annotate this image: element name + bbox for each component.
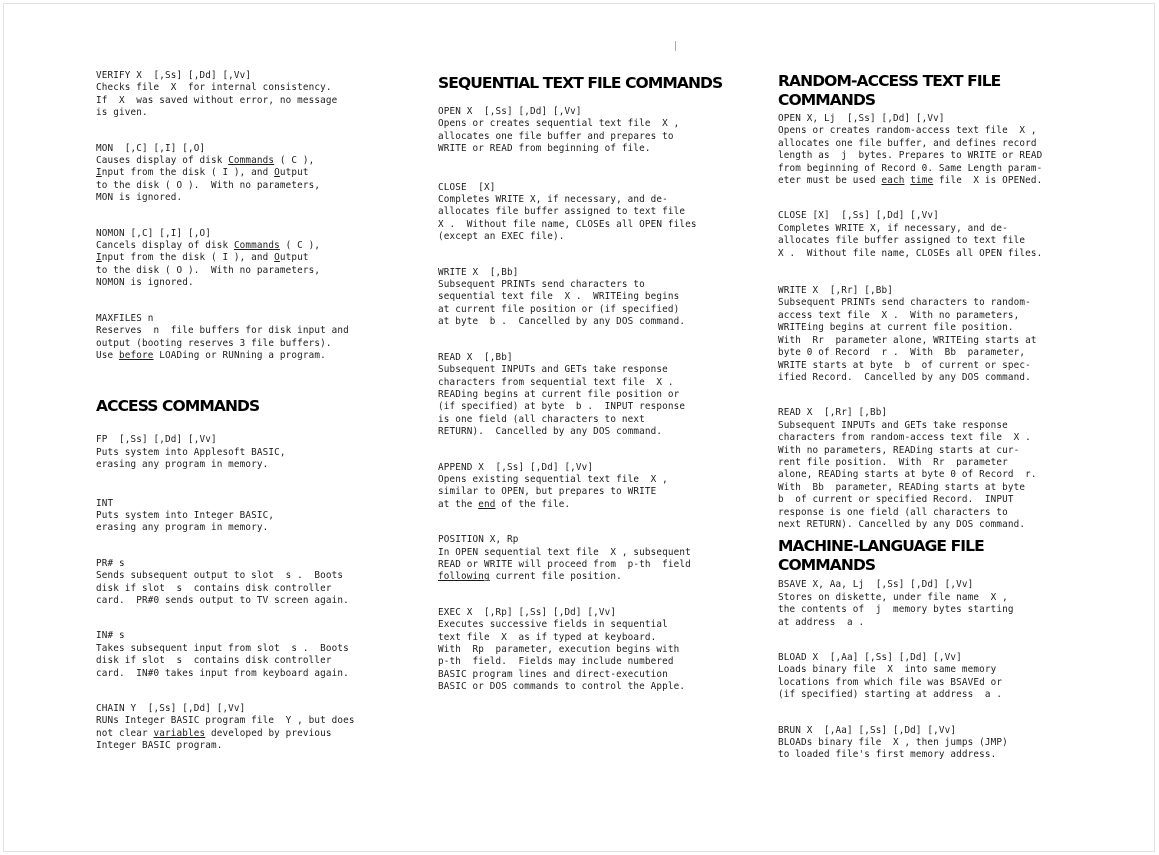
description-line: rent file position. With Rr parameter <box>778 456 1008 468</box>
command-syntax: EXEC X [,Rp] [,Ss] [,Dd] [,Vv] <box>438 606 617 618</box>
command-syntax: APPEND X [,Ss] [,Dd] [,Vv] <box>438 461 594 473</box>
description-line: similar to OPEN, but prepares to WRITE <box>438 486 657 498</box>
command-entry-append <box>438 462 738 512</box>
description-line: card. IN#0 takes input from keyboard again. <box>96 667 349 679</box>
description-line: X . Without file name, CLOSEs all OPEN files. <box>778 247 1043 259</box>
description-line: not clear variables developed by previous <box>96 727 332 739</box>
description-line: Takes subsequent input from slot s . Boots <box>96 642 349 654</box>
command-entry-chain <box>96 703 396 753</box>
description-line: disk if slot s contains disk controller <box>96 582 332 594</box>
command-syntax: PR# s <box>96 557 125 569</box>
command-syntax: FP [,Ss] [,Dd] [,Vv] <box>96 434 217 446</box>
description-line: RUNs Integer BASIC program file Y , but does <box>96 715 355 727</box>
command-syntax: CHAIN Y [,Ss] [,Dd] [,Vv] <box>96 703 246 714</box>
description-line: to the disk ( O ). With no parameters, <box>96 264 321 276</box>
description-line: at the end of the file. <box>438 498 571 510</box>
description-line: BASIC or DOS commands to control the Apple. <box>438 681 686 693</box>
description-line: at byte b . Cancelled by any DOS command. <box>438 316 686 328</box>
description-line: following current file position. <box>438 571 622 583</box>
description-line: Integer BASIC program. <box>96 740 223 752</box>
description-line: length as j bytes. Prepares to WRITE or READ <box>778 150 1043 162</box>
command-entry-verify <box>96 70 396 120</box>
description-line: Use before LOADing or RUNning a program. <box>96 349 326 361</box>
description-line: Loads binary file X into same memory <box>778 664 997 676</box>
description-line: WRITE starts at byte b of current or spec- <box>778 359 1031 371</box>
command-entry-write <box>778 285 1088 384</box>
column-sequential-text-file-commands <box>438 74 738 694</box>
description-line: allocates file buffer assigned to text file <box>778 235 1026 247</box>
command-entry-bsave <box>778 579 1088 629</box>
description-line: is given. <box>96 107 148 119</box>
description-line: Subsequent INPUTs and GETs take response <box>778 419 1008 431</box>
description-line: response is one field (all characters to <box>778 506 1008 518</box>
description-line: With Bb parameter, READing starts at byte <box>778 481 1026 493</box>
description-line: byte 0 of Record r . With Bb parameter, <box>778 347 1026 359</box>
description-line: Sends subsequent output to slot s . Boots <box>96 570 344 582</box>
description-line: disk if slot s contains disk controller <box>96 655 332 667</box>
command-syntax: BRUN X [,Aa] [,Ss] [,Dd] [,Vv] <box>778 724 957 736</box>
description-line: Subsequent PRINTs send characters to <box>438 279 645 291</box>
command-entry-close <box>778 210 1088 260</box>
description-line: Input from the disk ( I ), and Output <box>96 252 309 264</box>
description-line: Puts system into Integer BASIC, <box>96 509 275 521</box>
description-line: READing begins at current file position or <box>438 388 680 400</box>
description-line: With no parameters, READing starts at cur- <box>778 444 1020 456</box>
description-line: RETURN). Cancelled by any DOS command. <box>438 426 663 438</box>
command-entry-int <box>96 498 396 535</box>
description-line: at current file position or (if specified) <box>438 303 680 315</box>
command-syntax: CLOSE [X] [,Ss] [,Dd] [,Vv] <box>778 210 939 222</box>
command-syntax: READ X [,Bb] <box>438 351 513 363</box>
description-line: Completes WRITE X, if necessary, and de- <box>438 194 668 206</box>
description-line: Executes successive fields in sequential <box>438 619 668 631</box>
section-heading-random-access-text-file-commands <box>778 72 1088 110</box>
description-line: BASIC program lines and direct-execution <box>438 668 668 680</box>
description-line: from beginning of Record 0. Same Length param- <box>778 162 1043 174</box>
description-line: Opens existing sequential text file X , <box>438 473 668 485</box>
command-entry-open <box>778 113 1088 187</box>
description-line: NOMON is ignored. <box>96 277 194 289</box>
command-entry-open <box>438 106 738 156</box>
command-syntax: VERIFY X [,Ss] [,Dd] [,Vv] <box>96 70 252 81</box>
description-line: (if specified) at byte b . INPUT response <box>438 401 686 413</box>
description-line: BLOADs binary file X , then jumps (JMP) <box>778 737 1008 749</box>
description-line: to loaded file's first memory address. <box>778 749 997 761</box>
description-line: Input from the disk ( I ), and Output <box>96 167 309 179</box>
scan-mark <box>675 41 676 51</box>
description-line: at address a . <box>778 616 865 628</box>
command-syntax: WRITE X [,Bb] <box>438 266 519 278</box>
command-entry-read <box>438 352 738 439</box>
description-line: sequential text file X . WRITEing begins <box>438 291 680 303</box>
command-entry-bload <box>778 652 1088 702</box>
command-syntax: OPEN X [,Ss] [,Dd] [,Vv] <box>438 106 582 117</box>
section-heading-sequential-text-file-commands <box>438 74 738 93</box>
command-entry-position <box>438 534 738 584</box>
command-syntax: INT <box>96 497 114 509</box>
description-line: In OPEN sequential text file X , subsequent <box>438 546 691 558</box>
heading-line: RANDOM-ACCESS TEXT FILE <box>778 72 1001 90</box>
description-line: With Rp parameter, execution begins with <box>438 644 680 655</box>
command-syntax: MAXFILES n <box>96 312 154 324</box>
description-line: allocates one file buffer, and defines record <box>778 137 1037 149</box>
column-general-and-access-commands <box>96 70 396 753</box>
command-entry-pr <box>96 558 396 608</box>
description-line: erasing any program in memory. <box>96 459 269 471</box>
description-line: (if specified) starting at address a . <box>778 689 1003 701</box>
description-line: ified Record. Cancelled by any DOS command. <box>778 371 1031 383</box>
heading-line: SEQUENTIAL TEXT FILE COMMANDS <box>438 74 723 92</box>
description-line: If X was saved without error, no message <box>96 94 338 106</box>
description-line: Completes WRITE X, if necessary, and de- <box>778 222 1008 234</box>
heading-line: COMMANDS <box>778 91 876 109</box>
command-syntax: IN# s <box>96 630 125 642</box>
command-entry-close <box>438 182 738 244</box>
command-entry-write <box>438 267 738 329</box>
description-line: Subsequent INPUTs and GETs take response <box>438 364 668 376</box>
description-line: WRITE or READ from beginning of file. <box>438 143 651 155</box>
section-heading-access-commands <box>96 397 396 416</box>
command-syntax: BSAVE X, Aa, Lj [,Ss] [,Dd] [,Vv] <box>778 579 974 591</box>
description-line: p-th field. Fields may include numbered <box>438 656 674 668</box>
description-line: Causes display of disk Commands ( C ), <box>96 155 315 167</box>
heading-line: ACCESS COMMANDS <box>96 397 260 416</box>
description-line: Checks file X for internal consistency. <box>96 82 332 94</box>
description-line: output (booting reserves 3 file buffers). <box>96 337 332 349</box>
description-line: X . Without file name, CLOSEs all OPEN files <box>438 218 697 230</box>
description-line: characters from random-access text file X . <box>778 432 1031 444</box>
description-line: Cancels display of disk Commands ( C ), <box>96 240 321 252</box>
command-syntax: BLOAD X [,Aa] [,Ss] [,Dd] [,Vv] <box>778 652 962 663</box>
command-syntax: OPEN X, Lj [,Ss] [,Dd] [,Vv] <box>778 113 945 124</box>
description-line: access text file X . With no parameters, <box>778 309 1020 321</box>
description-line: With Rr parameter alone, WRITEing starts at <box>778 334 1037 346</box>
command-entry-brun <box>778 725 1088 762</box>
description-line: WRITEing begins at current file position. <box>778 322 1014 334</box>
description-line: Opens or creates sequential text file X , <box>438 118 680 130</box>
description-line: the contents of j memory bytes starting <box>778 604 1014 616</box>
description-line: is one field (all characters to next <box>438 413 645 425</box>
command-syntax: NOMON [,C] [,I] [,O] <box>96 227 211 239</box>
description-line: allocates file buffer assigned to text file <box>438 206 686 218</box>
command-entry-mon <box>96 143 396 205</box>
description-line: erasing any program in memory. <box>96 522 269 534</box>
command-syntax: WRITE X [,Rr] [,Bb] <box>778 285 893 297</box>
command-entry-read <box>778 407 1088 531</box>
column-random-access-and-machine-language <box>778 72 1088 762</box>
description-line: (except an EXEC file). <box>438 231 565 243</box>
command-syntax: MON [,C] [,I] [,O] <box>96 142 206 154</box>
description-line: locations from which file was BSAVEd or <box>778 676 1003 688</box>
description-line: Stores on diskette, under file name X , <box>778 591 1008 603</box>
description-line: Opens or creates random-access text file X , <box>778 125 1037 137</box>
command-entry-exec <box>438 607 738 694</box>
description-line: b of current or specified Record. INPUT <box>778 494 1014 506</box>
description-line: Subsequent PRINTs send characters to random- <box>778 297 1031 309</box>
command-syntax: READ X [,Rr] [,Bb] <box>778 407 888 419</box>
description-line: Reserves n file buffers for disk input and <box>96 325 349 337</box>
heading-line: COMMANDS <box>778 556 876 575</box>
description-line: READ or WRITE will proceed from p-th field <box>438 558 691 570</box>
description-line: MON is ignored. <box>96 192 183 204</box>
description-line: to the disk ( O ). With no parameters, <box>96 179 321 191</box>
description-line: allocates one file buffer and prepares to <box>438 130 674 142</box>
command-entry-maxfiles <box>96 313 396 363</box>
description-line: Puts system into Applesoft BASIC, <box>96 446 286 458</box>
command-entry-nomon <box>96 228 396 290</box>
heading-line: MACHINE-LANGUAGE FILE <box>778 537 984 556</box>
description-line: next RETURN). Cancelled by any DOS command. <box>778 518 1026 530</box>
document-page <box>3 3 1155 852</box>
description-line: alone, READing starts at byte 0 of Record r. <box>778 469 1037 481</box>
description-line: text file X as if typed at keyboard. <box>438 631 657 643</box>
command-syntax: CLOSE [X] <box>438 181 496 193</box>
section-heading-machine-language-file-commands <box>778 537 1088 575</box>
description-line: eter must be used each time file X is OPENed. <box>778 175 1043 187</box>
command-syntax: POSITION X, Rp <box>438 534 519 546</box>
command-entry-in <box>96 630 396 680</box>
description-line: characters from sequential text file X . <box>438 376 674 388</box>
description-line: card. PR#0 sends output to TV screen again. <box>96 594 349 606</box>
command-entry-fp <box>96 434 396 471</box>
